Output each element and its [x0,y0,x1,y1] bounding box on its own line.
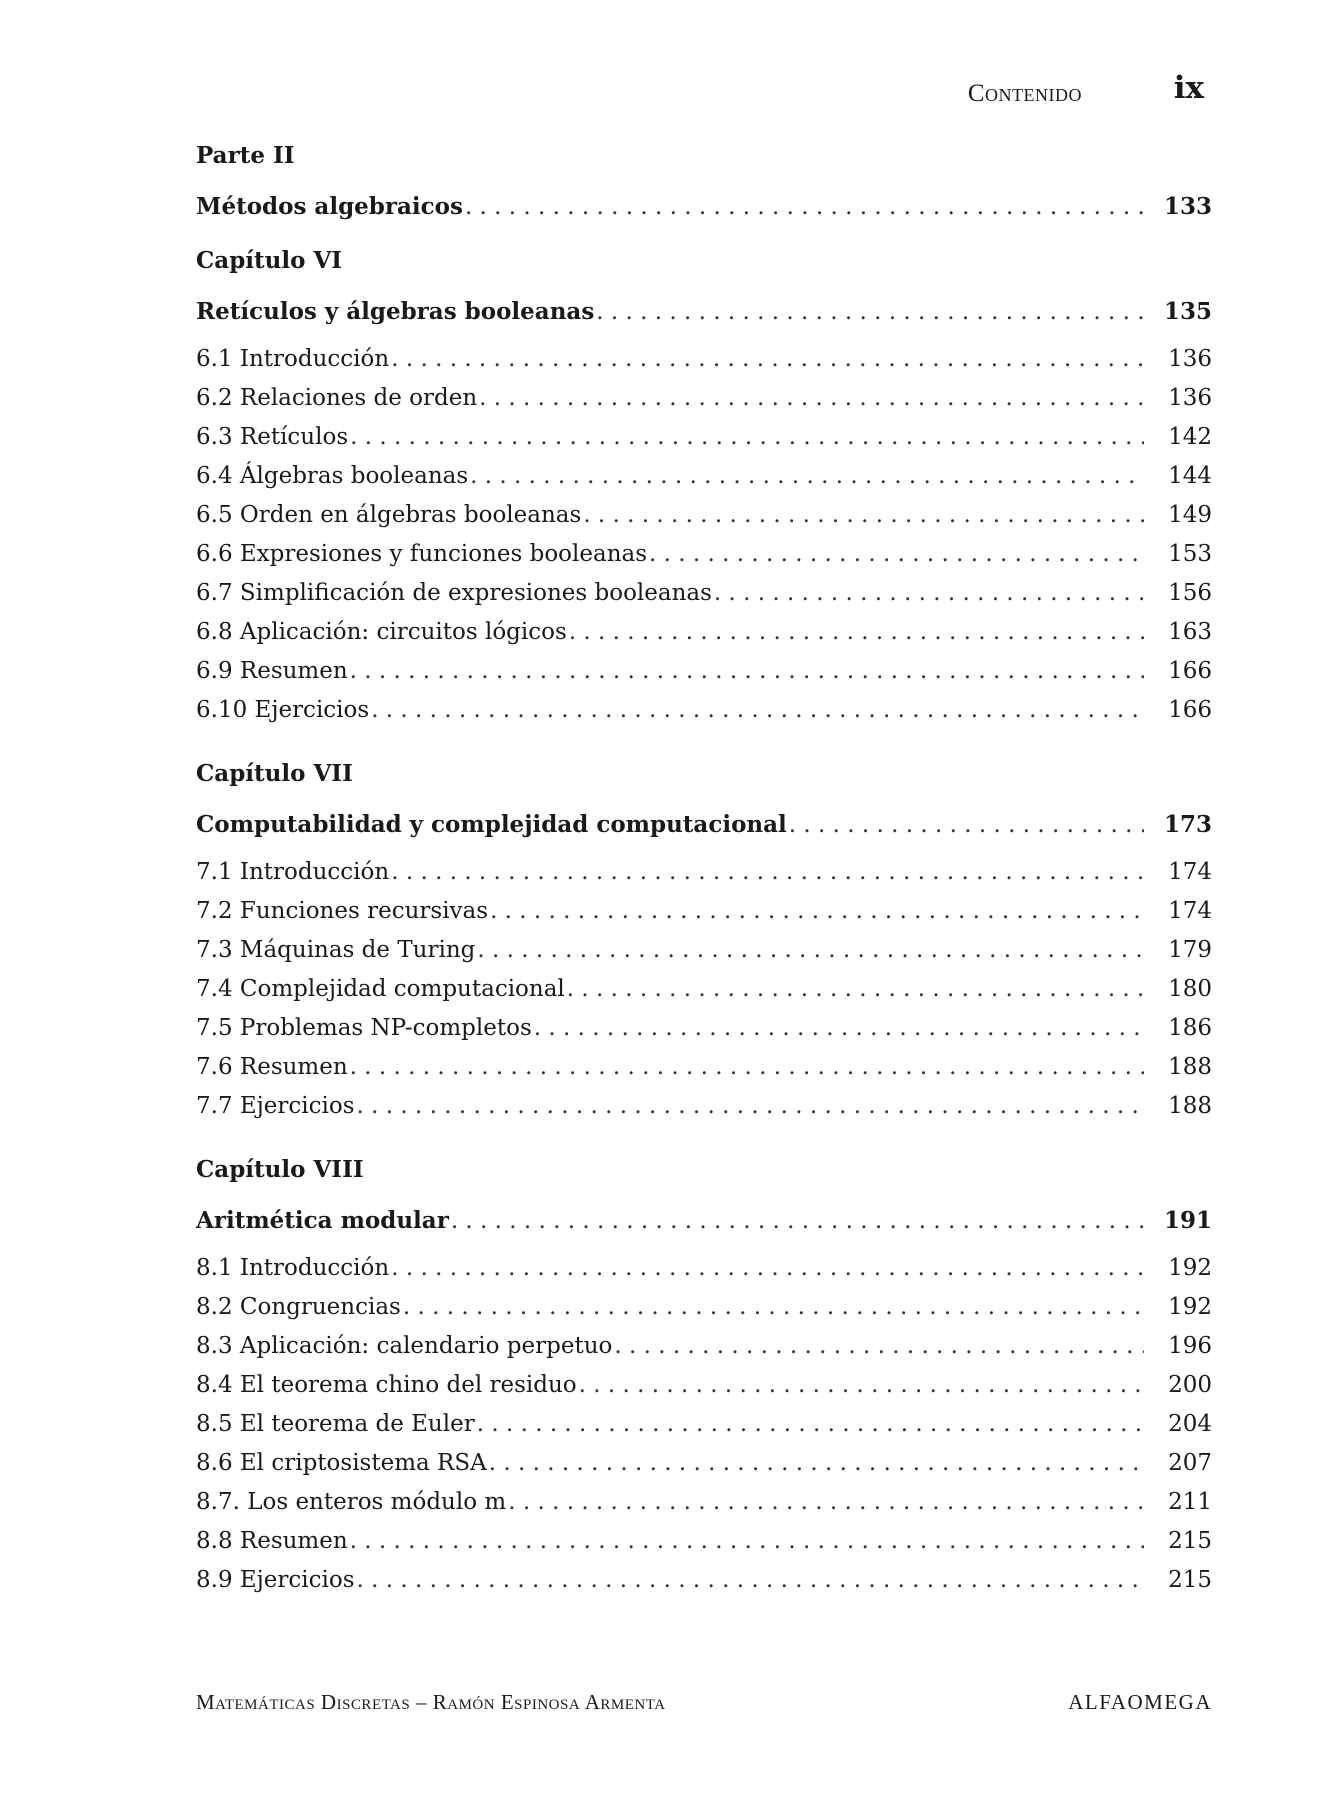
leader-dots [579,1366,1144,1405]
section-number: 8.8 [196,1528,233,1554]
section-number: 6.4 [196,463,233,489]
section-title: Simplificación de expresiones booleanas [239,580,712,606]
toc-entry[interactable] [196,1327,1212,1366]
section-title: Máquinas de Turing [239,937,476,963]
gap [233,1009,240,1048]
section-number: 6.8 [196,619,233,645]
chapter-title: Aritmética modular [196,1207,449,1234]
gap [233,457,240,496]
toc-entry[interactable] [196,340,1212,379]
toc-entry[interactable] [196,1087,1212,1126]
toc-entry[interactable] [196,691,1212,730]
section-page: 211 [1168,1489,1212,1515]
gap [233,379,240,418]
section-title: Resumen [239,1528,348,1554]
leader-dots [350,652,1144,691]
part-page: 133 [1163,193,1212,220]
toc-entry[interactable] [196,457,1212,496]
section-page: 149 [1168,502,1212,528]
gap [233,1327,240,1366]
leader-dots [391,1249,1144,1288]
section-page: 215 [1168,1528,1212,1554]
section-number: 7.2 [196,898,233,924]
section-page: 166 [1168,658,1212,684]
leader-dots [350,418,1144,457]
footer-book-title: Matemáticas Discretas – Ramón Espinosa Armenta [196,1690,666,1714]
gap [233,535,240,574]
section-title: Ejercicios [239,1567,355,1593]
gap [247,691,254,730]
gap [240,1483,247,1522]
leader-dots [583,496,1144,535]
section-title: Los enteros módulo m [247,1489,507,1515]
toc-entry[interactable] [196,853,1212,892]
toc-entry[interactable] [196,892,1212,931]
section-title: Retículos [239,424,349,450]
section-title: Relaciones de orden [239,385,478,411]
section-number: 7.1 [196,859,233,885]
section-number: 6.9 [196,658,233,684]
gap [233,1249,240,1288]
chapter-block [196,235,1212,730]
toc-entry[interactable] [196,535,1212,574]
running-head: Contenido [967,80,1082,107]
leader-dots [357,1087,1144,1126]
gap [233,1366,240,1405]
leader-dots [477,1405,1144,1444]
section-title: El teorema chino del residuo [239,1372,577,1398]
gap [233,1522,240,1561]
leader-dots [470,457,1144,496]
gap [233,613,240,652]
gap [233,496,240,535]
section-page: 196 [1168,1333,1212,1359]
chapter-title-entry[interactable] [196,800,1212,850]
chapter-title: Retículos y álgebras booleanas [196,298,595,325]
section-page: 192 [1168,1294,1212,1320]
section-number: 7.4 [196,976,233,1002]
part-label: Parte II [196,142,295,169]
section-number: 6.10 [196,697,248,723]
section-page: 215 [1168,1567,1212,1593]
leader-dots [596,287,1144,337]
chapter-title-entry[interactable] [196,287,1212,337]
section-page: 186 [1168,1015,1212,1041]
section-number: 6.3 [196,424,233,450]
gap [233,340,240,379]
section-page: 204 [1168,1411,1212,1437]
section-number: 6.5 [196,502,233,528]
footer-publisher: ALFAOMEGA [1068,1690,1212,1714]
leader-dots [391,340,1144,379]
chapter-title: Computabilidad y complejidad computacional [196,811,787,838]
section-page: 174 [1168,859,1212,885]
leader-dots [789,800,1144,850]
section-title: Introducción [239,859,390,885]
leader-dots [649,535,1144,574]
toc-entry[interactable] [196,970,1212,1009]
table-of-contents [196,130,1212,1600]
section-page: 166 [1168,697,1212,723]
section-page: 144 [1168,463,1212,489]
section-title: Congruencias [239,1294,401,1320]
section-title: Álgebras booleanas [239,463,469,489]
chapter-list [196,235,1212,1600]
section-page: 142 [1168,424,1212,450]
toc-entry[interactable] [196,1288,1212,1327]
section-page: 180 [1168,976,1212,1002]
section-number: 8.5 [196,1411,233,1437]
leader-dots [391,853,1144,892]
section-title: Introducción [239,1255,390,1281]
section-page: 188 [1168,1093,1212,1119]
section-title: Resumen [239,658,348,684]
section-title: Ejercicios [254,697,370,723]
section-page: 188 [1168,1054,1212,1080]
leader-dots [479,379,1144,418]
toc-entry[interactable] [196,652,1212,691]
gap [233,1405,240,1444]
section-number: 8.2 [196,1294,233,1320]
gap [233,970,240,1009]
section-title: El teorema de Euler [239,1411,475,1437]
section-number: 8.6 [196,1450,233,1476]
chapter-page: 135 [1163,298,1212,325]
gap [233,418,240,457]
chapter-label: Capítulo VI [196,247,343,274]
leader-dots [534,1009,1144,1048]
section-number: 6.2 [196,385,233,411]
toc-entry[interactable] [196,496,1212,535]
gap [233,892,240,931]
leader-dots [451,1196,1144,1246]
section-title: Ejercicios [239,1093,355,1119]
section-number: 8.9 [196,1567,233,1593]
section-page: 136 [1168,385,1212,411]
leader-dots [614,1327,1144,1366]
leader-dots [569,613,1144,652]
section-page: 153 [1168,541,1212,567]
gap [233,1561,240,1600]
chapter-label: Capítulo VIII [196,1156,364,1183]
section-number: 8.4 [196,1372,233,1398]
gap [233,1087,240,1126]
section-number: 6.6 [196,541,233,567]
section-title: Aplicación: circuitos lógicos [239,619,567,645]
section-page: 200 [1168,1372,1212,1398]
leader-dots [490,892,1144,931]
section-number: 8.1 [196,1255,233,1281]
section-title: Resumen [239,1054,348,1080]
toc-entry[interactable] [196,613,1212,652]
toc-entry[interactable] [196,1048,1212,1087]
chapter-label: Capítulo VII [196,760,353,787]
page-number: ix [1173,70,1204,106]
toc-entry[interactable] [196,931,1212,970]
gap [233,652,240,691]
leader-dots [350,1522,1144,1561]
section-title: Complejidad computacional [239,976,565,1002]
gap [233,1288,240,1327]
leader-dots [403,1288,1144,1327]
gap [233,853,240,892]
section-number: 7.5 [196,1015,233,1041]
chapter-page: 191 [1163,1207,1212,1234]
toc-entry[interactable] [196,1561,1212,1600]
toc-entry[interactable] [196,418,1212,457]
section-page: 156 [1168,580,1212,606]
leader-dots [714,574,1144,613]
leader-dots [477,931,1144,970]
leader-dots [350,1048,1144,1087]
section-title: Aplicación: calendario perpetuo [239,1333,613,1359]
section-page: 192 [1168,1255,1212,1281]
gap [233,574,240,613]
toc-entry[interactable] [196,1366,1212,1405]
chapter-page: 173 [1163,811,1212,838]
section-page: 174 [1168,898,1212,924]
section-number: 8.7. [196,1489,240,1515]
gap [233,1048,240,1087]
chapter-block [196,748,1212,1126]
toc-entry[interactable] [196,574,1212,613]
section-title: Problemas NP-completos [239,1015,532,1041]
page-footer [196,1690,1212,1730]
section-title: El criptosistema RSA [239,1450,487,1476]
section-page: 179 [1168,937,1212,963]
part-block [196,130,1212,232]
gap [233,931,240,970]
leader-dots [371,691,1144,730]
part-title-entry[interactable] [196,182,1212,232]
toc-entry[interactable] [196,1405,1212,1444]
chapter-title-entry[interactable] [196,1196,1212,1246]
toc-entry[interactable] [196,1444,1212,1483]
section-number: 7.6 [196,1054,233,1080]
toc-entry[interactable] [196,1483,1212,1522]
section-number: 7.3 [196,937,233,963]
section-title: Introducción [239,346,390,372]
toc-entry[interactable] [196,379,1212,418]
leader-dots [357,1561,1144,1600]
section-title: Funciones recursivas [239,898,489,924]
section-number: 6.7 [196,580,233,606]
section-number: 8.3 [196,1333,233,1359]
toc-entry[interactable] [196,1522,1212,1561]
leader-dots [567,970,1144,1009]
page-header [196,70,1212,120]
toc-entry[interactable] [196,1249,1212,1288]
gap [233,1444,240,1483]
section-page: 207 [1168,1450,1212,1476]
section-number: 6.1 [196,346,233,372]
chapter-block [196,1144,1212,1600]
section-page: 163 [1168,619,1212,645]
toc-entry[interactable] [196,1009,1212,1048]
section-title: Expresiones y funciones booleanas [239,541,648,567]
part-title: Métodos algebraicos [196,193,463,220]
section-page: 136 [1168,346,1212,372]
leader-dots [489,1444,1144,1483]
leader-dots [465,182,1144,232]
section-title: Orden en álgebras booleanas [239,502,582,528]
section-number: 7.7 [196,1093,233,1119]
leader-dots [508,1483,1144,1522]
